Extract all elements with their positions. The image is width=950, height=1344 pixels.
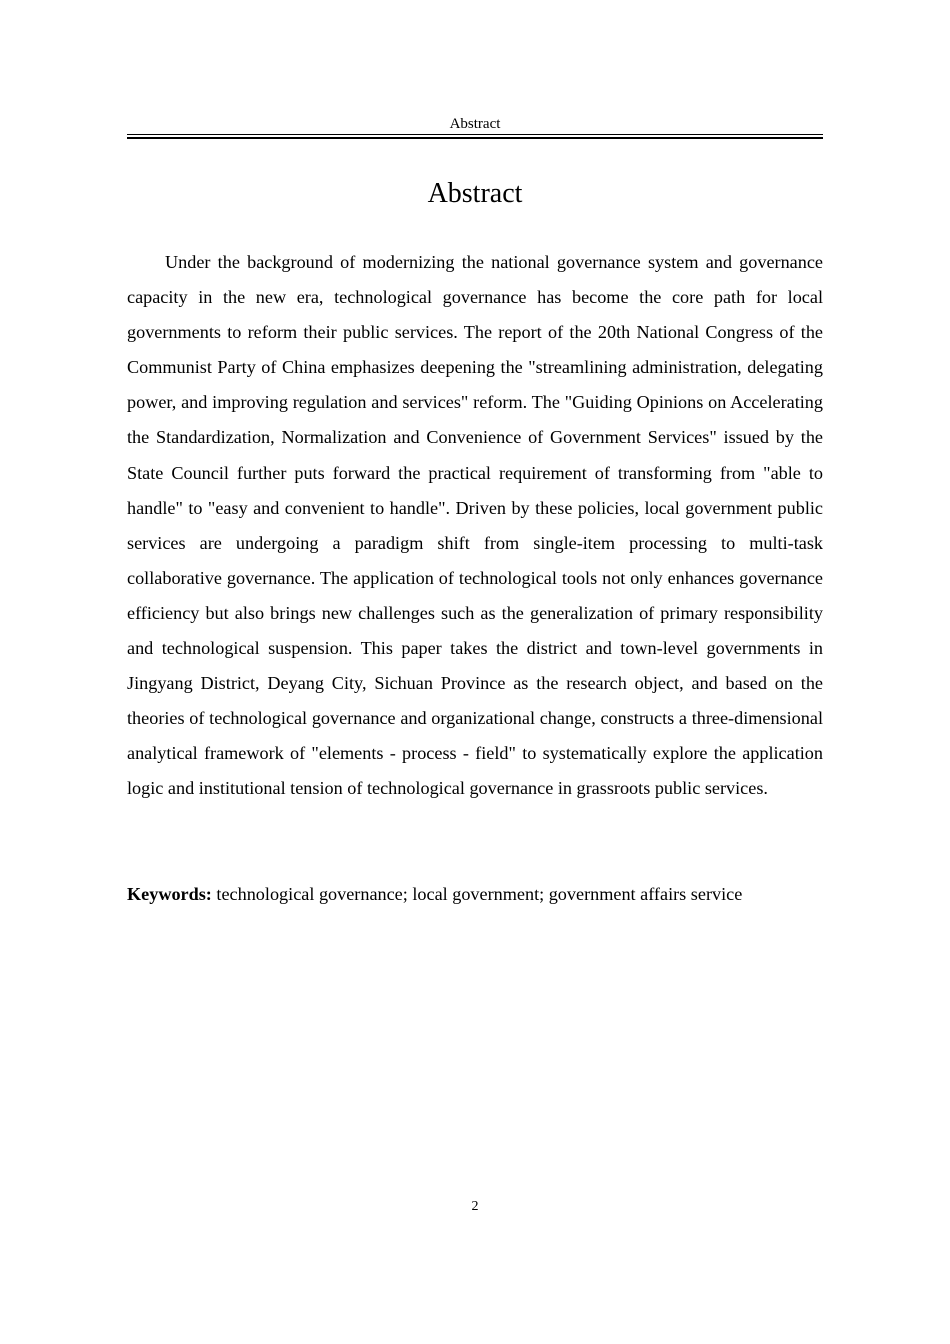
page-number: 2 bbox=[471, 1199, 479, 1214]
keywords-label: Keywords: bbox=[127, 884, 212, 904]
header-rule bbox=[127, 134, 823, 139]
abstract-paragraph: Under the background of modernizing the national governance system and governance capacity in the new era, technological governance has become the core path for local governments to reform their public services. The report of the 20th National Congress of the Communist Party of China emphasizes deepening the "streamlining administration, delegating power, and improving regulation and services" reform. The "Guiding Opinions on Accelerating the Standardization, Normalization and Convenience of Government Services" issued by the State Council further puts forward the practical requirement of transforming from "able to handle" to "easy and convenient to handle". Driven by these policies, local government public services are undergoing a paradigm shift from single-item processing to multi-task collaborative governance. The application of technological tools not only enhances governance efficiency but also brings new challenges such as the generalization of primary responsibility and technological suspension. This paper takes the district and town-level governments in Jingyang District, Deyang City, Sichuan Province as the research object, and based on the theories of technological governance and organizational change, constructs a three-dimensional analytical framework of "elements - process - field" to systematically explore the application logic and institutional tension of technological governance in grassroots public services. bbox=[127, 252, 823, 799]
keywords-text: technological governance; local government; government affairs service bbox=[211, 884, 743, 904]
running-header: Abstract bbox=[449, 116, 501, 132]
keywords-line bbox=[127, 877, 823, 912]
page-title: Abstract bbox=[427, 178, 523, 209]
